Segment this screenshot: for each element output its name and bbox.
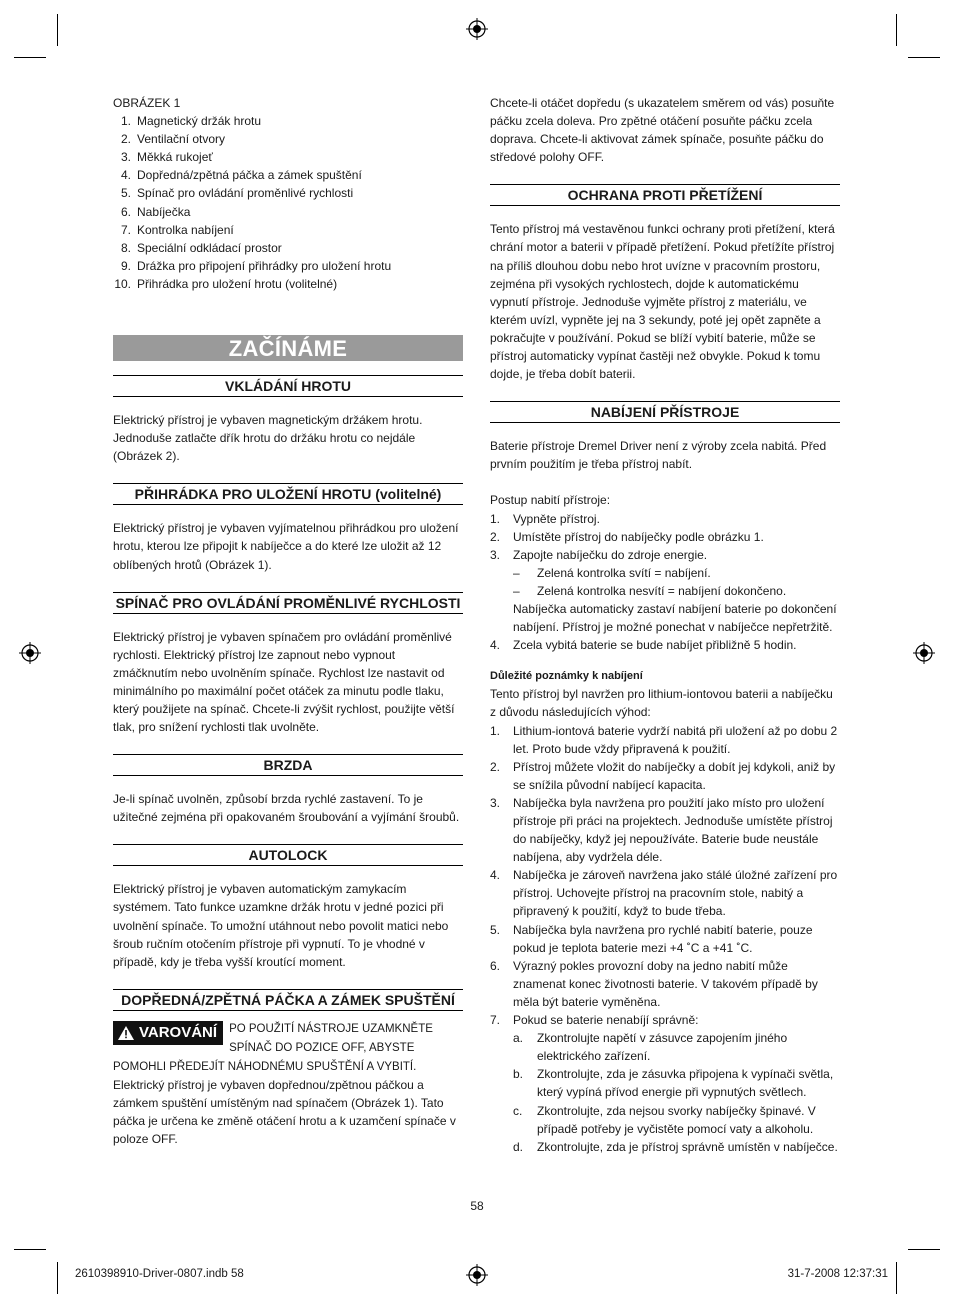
- list-item: 7. Kontrolka nabíjení: [120, 222, 234, 237]
- list-item: 4. Nabíječka je zároveň navržena jako stálé úložné zařízení pro přístroj. Uchovejte přístroj na pracovním stole, nabitý a připravený k použití, když to bude třeba.: [490, 868, 838, 919]
- list-item: – Zelená kontrolka svítí = nabíjení.: [513, 565, 711, 580]
- figure-title: OBRÁZEK 1: [113, 96, 181, 110]
- section-heading: AUTOLOCK: [113, 844, 463, 866]
- crop-mark: [908, 57, 940, 58]
- crop-mark: [896, 1262, 897, 1294]
- list-item: 8. Speciální odkládací prostor: [120, 240, 282, 255]
- list-item: c. Zkontrolujte, zda nejsou svorky nabíječky špinavé. V případě potřeby je vyčistěte pomocí vaty a alkoholu.: [513, 1103, 816, 1136]
- sub-list: [513, 1029, 840, 1156]
- steps-title: Postup nabití přístroje:: [490, 493, 611, 508]
- page-number: 58: [470, 1199, 484, 1213]
- right-column: [490, 94, 840, 1156]
- crop-mark: [14, 57, 46, 58]
- paragraph: Nabíječka automaticky zastaví nabíjení baterie po dokončení nabíjení. Přístroj je možné ponechat v nabíječce nepřetržitě.: [513, 601, 837, 635]
- registration-mark-icon: [19, 642, 41, 664]
- footer-date: 31-7-2008 12:37:31: [787, 1268, 888, 1280]
- list-item: 1. Lithium-iontová baterie vydrží nabitá při uložení až po dobu 2 let. Proto bude vždy připravená k použití.: [490, 723, 838, 756]
- list-item: 6. Nabíječka: [120, 204, 191, 219]
- paragraph: Elektrický přístroj je vybaven dopřednou/zpětnou páčkou a zámkem spuštění umístěným nad spínačem (Obrázek 1). Tato páčka je určena ke změně otáčení hrotu a k uzamčení spínače v poloze OFF.: [113, 1078, 456, 1147]
- warning-label: VAROVÁNÍ: [139, 1023, 218, 1041]
- paragraph: Elektrický přístroj je vybaven magnetickým držákem hrotu. Jednoduše zatlačte dřík hrotu do držáku hrotu co nejdále (Obrázek 2).: [113, 413, 423, 464]
- paragraph: Elektrický přístroj je vybaven spínačem pro ovládání proměnlivé rychlosti. Elektrický přístroj lze zapnout nebo vypnout zmáčknutím nebo uvolněním spínače. Rychlost lze nastavit od minimálního po maximální počet otáček za minutu podle tlaku, který použijete na spínač. Chcete-li zvýšit rychlost, použijte větší tlak, pro snížení rychlosti tlak uvolněte.: [113, 629, 455, 735]
- list-item: 5. Spínač pro ovládání proměnlivé rychlosti: [120, 186, 354, 201]
- paragraph: Je-li spínač uvolněn, způsobí brzda rychlé zastavení. To je užitečné zejména při opakovaném šroubování a vyjímání šroubů.: [113, 792, 460, 825]
- list-item: 10. Přihrádka pro uložení hrotu (volitelné): [114, 276, 338, 291]
- list-item: a. Zkontrolujte napětí v zásuvce zapojením jiného elektrického zařízení.: [513, 1031, 788, 1064]
- left-column: [113, 94, 463, 1148]
- registration-mark-icon: [466, 1264, 488, 1286]
- section-heading: DOPŘEDNÁ/ZPĚTNÁ PÁČKA A ZÁMEK SPUŠTĚNÍ: [113, 989, 463, 1011]
- list-item: 9. Drážka pro připojení přihrádky pro uložení hrotu: [120, 258, 392, 273]
- list-item: 1. Magnetický držák hrotu: [120, 114, 262, 129]
- sub-list: [513, 564, 840, 600]
- paragraph: Baterie přístroje Dremel Driver není z výroby zcela nabitá. Před prvním použitím je třeba přístroj nabít.: [490, 439, 827, 472]
- paragraph: Elektrický přístroj je vybaven automatickým zamykacím systémem. Tato funkce uzamkne držák hrotu v jedné pozici při uvolnění spínače. To umožní utáhnout nebo povolit matici nebo šroub ručním otočením přístroje při vypnutí. To je vhodné v případě, kdy je třeba vyšší kroutící moment.: [113, 882, 449, 969]
- section-heading: PŘIHRÁDKA PRO ULOŽENÍ HROTU (volitelné): [113, 483, 463, 505]
- list-item: 7. Pokud se baterie nenabíjí správně: a. Zkontrolujte napětí v zásuvce zapojením jiného elektrického zařízení. b. Zkontrolujte, zda je zásuvka připojena k vypínači světla, který vypíná přívod energie při vypnutých světlech. c. Zkontrolujte, zda nejsou svorky nabíječky špinavé. V případě potřeby je vyčistěte pomocí vaty a alkoholu. d. Zkontrolujte, zda je přístroj správně umístěn v nabíječce.: [490, 1011, 840, 1156]
- notes-title: Důležité poznámky k nabíjení: [490, 670, 643, 683]
- crop-mark: [57, 1262, 58, 1294]
- section-heading: SPÍNAČ PRO OVLÁDÁNÍ PROMĚNLIVÉ RYCHLOSTI: [113, 592, 463, 614]
- section-heading: VKLÁDÁNÍ HROTU: [113, 375, 463, 397]
- list-item: 2. Umístěte přístroj do nabíječky podle obrázku 1.: [490, 529, 764, 544]
- section-heading: BRZDA: [113, 754, 463, 776]
- list-item: 3. Nabíječka byla navržena pro použití jako místo pro uložení přístroje při práci na projektech. Jednoduše umístěte přístroj do nabíječky, když jej nepoužíváte. Baterie bude neustále nabíjena, aby vydržela déle.: [490, 795, 833, 865]
- paragraph: Tento přístroj má vestavěnou funkci ochrany proti přetížení, která chrání motor a baterii v případě přetížení. Pokud přetížíte přístroj na příliš dlouhou dobu nebo hrot uvízne v pracovním prostoru, zejména při vysokých rychlostech, dojde k automatickému vypnutí přístroje. Jednoduše vyjměte přístroj z materiálu, ve kterém uvízl, vypněte jej na 3 sekundy, poté jej opět zapněte a pokračujte v používání. Pokud se blíží vybití baterie, může se přístroj automaticky vypínat častěji než obvykle. Pokud k tomu dojde, je třeba dobít baterii.: [490, 222, 835, 382]
- registration-mark-icon: [913, 642, 935, 664]
- list-item: 4. Dopředná/zpětná páčka a zámek spuštění: [120, 168, 362, 183]
- notes-list: [490, 722, 840, 1156]
- figure-legend-list: [113, 112, 463, 293]
- list-item: 2. Ventilační otvory: [120, 132, 226, 147]
- paragraph: Tento přístroj byl navržen pro lithium-iontovou baterii a nabíječku z důvodu následujících výhod:: [490, 687, 833, 720]
- paragraph: Elektrický přístroj je vybaven vyjímatelnou přihrádkou pro uložení hrotu, kterou lze připojit k nabíječce a do které lze uložit až 12 oblíbených hrotů (Obrázek 1).: [113, 521, 459, 572]
- warning-block: [113, 1019, 463, 1076]
- list-item: 2. Přístroj můžete vložit do nabíječky a dobít jej kdykoli, aniž by se snížila původní nabíjecí kapacita.: [490, 759, 836, 792]
- list-item: 3. Zapojte nabíječku do zdroje energie. – Zelená kontrolka svítí = nabíjení. – Zelená kontrolka nesvítí = nabíjení dokončeno. Nabíječka automaticky zastaví nabíjení baterie po dokončení nabíjení. Přístroj je možné ponechat v nabíječce nepřetržitě.: [490, 546, 840, 636]
- crop-mark: [896, 14, 897, 46]
- crop-mark: [14, 1249, 46, 1250]
- list-item: 5. Nabíječka byla navržena pro rychlé nabití baterie, pouze pokud je teplota baterie mezi +4 ˚C a +41 ˚C.: [490, 922, 813, 955]
- crop-mark: [57, 14, 58, 46]
- warning-text: PO POUŽITÍ NÁSTROJE UZAMKNĚTE SPÍNAČ DO POZICE OFF, ABYSTE POMOHLI PŘEDEJÍT NÁHODNÉMU SPUŠTĚNÍ A VYBITÍ.: [113, 1022, 433, 1073]
- list-item: 1. Vypněte přístroj.: [490, 511, 600, 526]
- list-item: 4. Zcela vybitá baterie se bude nabíjet přibližně 5 hodin.: [490, 638, 797, 653]
- list-item: 6. Výrazný pokles provozní doby na jedno nabití může znamenat konec životnosti baterie. V takovém případě by měla být baterie vyměněna.: [490, 958, 818, 1009]
- paragraph: Chcete-li otáčet dopředu (s ukazatelem směrem od vás) posuňte páčku zcela doleva. Pro zpětné otáčení posuňte páčku zcela doprava. Chcete-li aktivovat zámek spínače, posuňte páčku do středové polohy OFF.: [490, 96, 835, 165]
- section-banner: ZAČÍNÁME: [113, 335, 463, 361]
- footer-file: 2610398910-Driver-0807.indb 58: [75, 1268, 244, 1280]
- charging-steps-list: [490, 510, 840, 655]
- list-item: 3. Měkká rukojeť: [120, 150, 213, 165]
- list-item: d. Zkontrolujte, zda je přístroj správně umístěn v nabíječce.: [513, 1139, 838, 1154]
- warning-triangle-icon: [118, 1026, 134, 1040]
- list-item: – Zelená kontrolka nesvítí = nabíjení dokončeno.: [513, 583, 787, 598]
- section-heading: OCHRANA PROTI PŘETÍŽENÍ: [490, 184, 840, 206]
- registration-mark-icon: [466, 18, 488, 40]
- warning-badge: [113, 1021, 223, 1045]
- crop-mark: [908, 1249, 940, 1250]
- section-heading: NABÍJENÍ PŘÍSTROJE: [490, 401, 840, 423]
- list-item: b. Zkontrolujte, zda je zásuvka připojena k vypínači světla, který vypíná přívod energie při vypnutých světlech.: [513, 1067, 834, 1100]
